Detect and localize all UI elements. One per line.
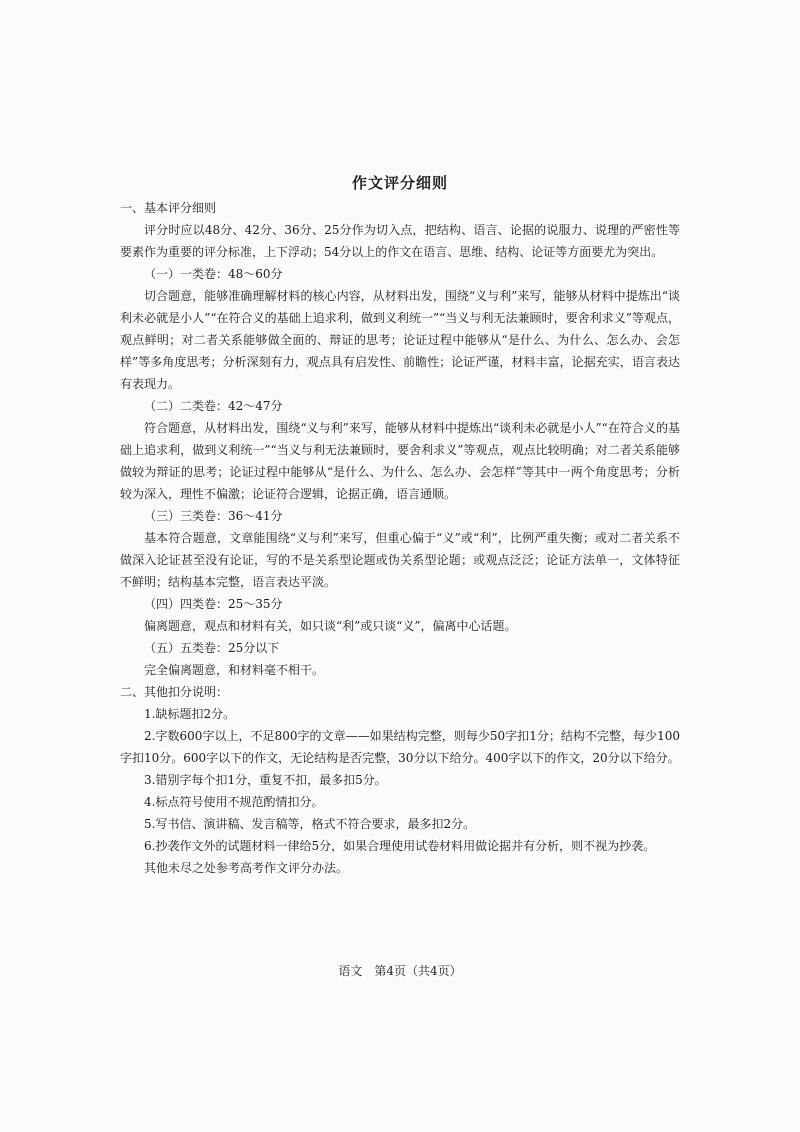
grade-desc-3: 基本符合题意，文章能围绕“义与利”来写，但重心偏于“义”或“利”，比例严重失衡；或对二者关系不做深入论证甚至没有论证，写的不是关系型论题或伪关系型论题；或观点泛泛；论证方法单一，文体特征不鲜明；结构基本完整，语言表达平淡。 [120, 531, 680, 589]
deduction-item: 3.错别字每个扣1分，重复不扣，最多扣5分。 [144, 773, 387, 787]
grade-label-2: （二）二类卷：42～47分 [144, 399, 283, 413]
grade-label-4: （四）四类卷：25～35分 [144, 597, 283, 611]
grade-desc-5: 完全偏离题意，和材料毫不相干。 [144, 663, 325, 677]
deduction-item: 1.缺标题扣2分。 [144, 707, 236, 721]
grade-desc-2: 符合题意，从材料出发，围绕“义与利”来写，能够从材料中提炼出“谈利未必就是小人”“在符合义的基础上追求利，做到义利统一”“当义与利无法兼顾时，要舍利求义”等观点，观点比较明确；对二者关系能够做较为辩证的思考；论证过程中能够从“是什么、为什么、怎么办、会怎样”等其中一两个角度思考；分析较为深入，理性不偏激；论证符合逻辑，论据正确，语言通顺。 [120, 421, 680, 501]
deduction-item: 5.写书信、演讲稿、发言稿等，格式不符合要求，最多扣2分。 [144, 817, 476, 831]
page-title: 作文评分细则 [351, 174, 448, 192]
grade-desc-4: 偏离题意，观点和材料有关，如只谈“利”或只谈“义”，偏离中心话题。 [144, 619, 517, 633]
grade-label-5: （五）五类卷：25分以下 [144, 641, 280, 655]
document-body [120, 197, 680, 879]
grade-label-3: （三）三类卷：36～41分 [144, 509, 283, 523]
section-intro: 评分时应以48分、42分、36分、25分作为切入点，把结构、语言、论据的说服力、说理的严密性等要素作为重要的评分标准，上下浮动；54分以上的作文在语言、思维、结构、论证等方面要尤为突出。 [120, 223, 680, 259]
deduction-item: 2.字数600字以上，不足800字的文章——如果结构完整，则每少50字扣1分；结构不完整，每少100字扣10分。600字以下的作文，无论结构是否完整，30分以下给分。400字以下的作文，20分以下给分。 [120, 729, 680, 765]
deduction-item: 4.标点符号使用不规范酌情扣分。 [144, 795, 324, 809]
closing-note: 其他未尽之处参考高考作文评分办法。 [144, 861, 349, 875]
grade-desc-1: 切合题意，能够准确理解材料的核心内容，从材料出发，围绕“义与利”来写，能够从材料中提炼出“谈利未必就是小人”“在符合义的基础上追求利，做到义利统一”“当义与利无法兼顾时，要舍利求义”等观点，观点鲜明；对二者关系能够做全面的、辩证的思考；论证过程中能够从“是什么、为什么、怎么办、会怎样”等多角度思考；分析深刻有力，观点具有启发性、前瞻性；论证严谨，材料丰富，论据充实，语言表达有表现力。 [120, 289, 680, 391]
page-footer: 语文 第4页（共4页） [338, 964, 462, 978]
section-heading-basic: 一、基本评分细则 [120, 201, 217, 215]
grade-label-1: （一）一类卷：48～60分 [144, 267, 283, 281]
section-heading-deductions: 二、其他扣分说明： [120, 685, 229, 699]
deduction-item: 6.抄袭作文外的试题材料一律给5分，如果合理使用试卷材料用做论据并有分析，则不视为抄袭。 [144, 839, 656, 853]
